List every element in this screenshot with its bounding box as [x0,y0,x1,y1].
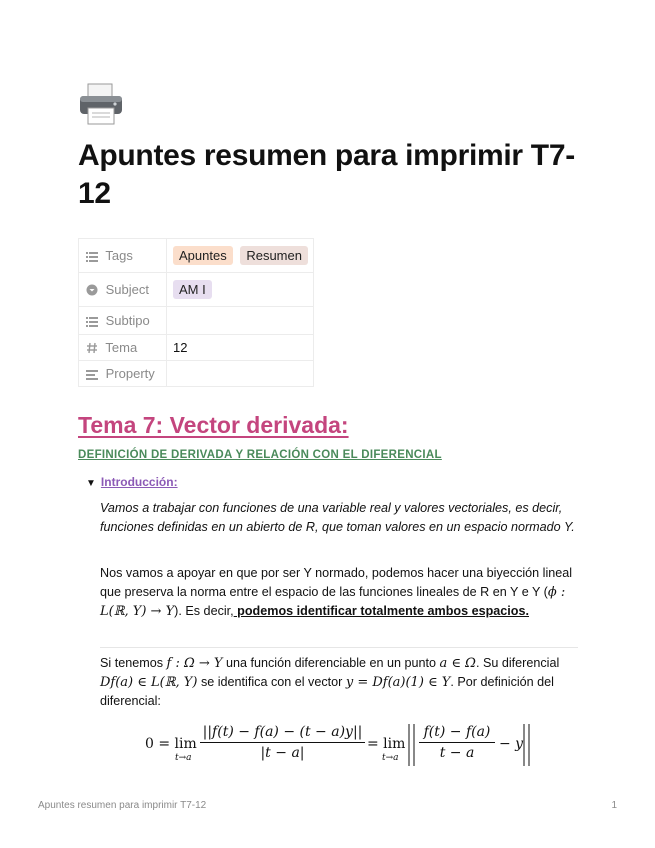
list-icon [86,317,98,327]
property-label: Tema [105,340,138,355]
formula-sub: t→a [382,753,399,763]
paragraph-diferencial: Si tenemos f : Ω → Y una función diferenciable en un punto a ∈ Ω. Su diferencial Df(a) ∈ L(ℝ, Y) se identifica con el vector y = Df(a)(1) ∈ Y. Por definición del diferencial: [100,656,560,708]
property-label: Tags [105,248,133,263]
section-subheading: DEFINICIÓN DE DERIVADA Y RELACIÓN CON EL DIFERENCIAL [78,449,442,461]
toggle-label: Introducción: [100,475,178,489]
property-row-property[interactable] [79,361,314,387]
norm-bar-right [521,722,533,768]
formula-sub: t→a [175,753,192,763]
printer-icon [78,82,124,126]
property-value[interactable] [167,307,314,335]
footer-title: Apuntes resumen para imprimir T7-12 [38,800,207,811]
property-value[interactable] [167,361,314,387]
bold-emphasis: podemos identificar totalmente ambos espacios. [233,604,529,618]
triangle-down-icon[interactable]: ▼ [86,478,96,489]
property-label: Subtipo [105,313,150,328]
hash-icon [86,342,98,354]
property-row-tema[interactable] [79,335,314,361]
select-icon [86,284,98,296]
page-number: 1 [611,800,617,811]
text-lines-icon [86,370,98,380]
property-row-tags[interactable] [79,239,314,273]
property-row-subject[interactable] [79,273,314,307]
list-icon [86,252,98,262]
formula-eq: = lim [367,736,406,752]
section-heading: Tema 7: Vector derivada: [78,412,349,438]
tag-subject[interactable]: AM I [173,280,212,299]
toggle-introduccion[interactable] [86,475,178,489]
tag-resumen[interactable]: Resumen [240,246,308,265]
math-inline: a ∈ Ω [439,656,476,671]
math-inline: y = Df(a)(1) ∈ Y [345,675,451,690]
properties-table [78,238,314,387]
formula-tail: − y [499,736,524,752]
paragraph-biyeccion: Nos vamos a apoyar en que por ser Y normado, podemos hacer una biyección lineal que preserva la norma entre el espacio de las funciones lineales de R en Y e Y (ϕ : L(ℝ, Y) → Y). Es decir, podemos identificar totalmente ambos espacios. [100,566,573,619]
property-row-subtipo[interactable] [79,307,314,335]
math-inline: Df(a) ∈ L(ℝ, Y) [100,675,198,690]
formula-fraction-2: $\frac{f(t) - f(a)}{t - a}$ [419,724,495,761]
formula-fraction-1: $\frac{||f(t) - f(a) - (t - a)y||}{|t - a|}$ [200,724,365,761]
norm-bar-left [406,722,418,768]
property-value[interactable]: 12 [167,335,314,361]
math-inline: f : Ω → Y [166,656,223,671]
property-label: Property [105,366,155,381]
divider [100,647,578,648]
formula-lhs: 0 = lim [145,736,197,752]
paragraph-intro: Vamos a trabajar con funciones de una variable real y valores vectoriales, es decir, funciones definidas en un abierto de R, que toman valores en un espacio normado Y. [100,501,575,534]
tag-apuntes[interactable]: Apuntes [173,246,233,265]
property-label: Subject [105,282,149,297]
math-inline: ϕ : L(ℝ, Y) → Y [100,585,566,619]
page-title: Apuntes resumen para imprimir T7-12 [78,139,575,210]
